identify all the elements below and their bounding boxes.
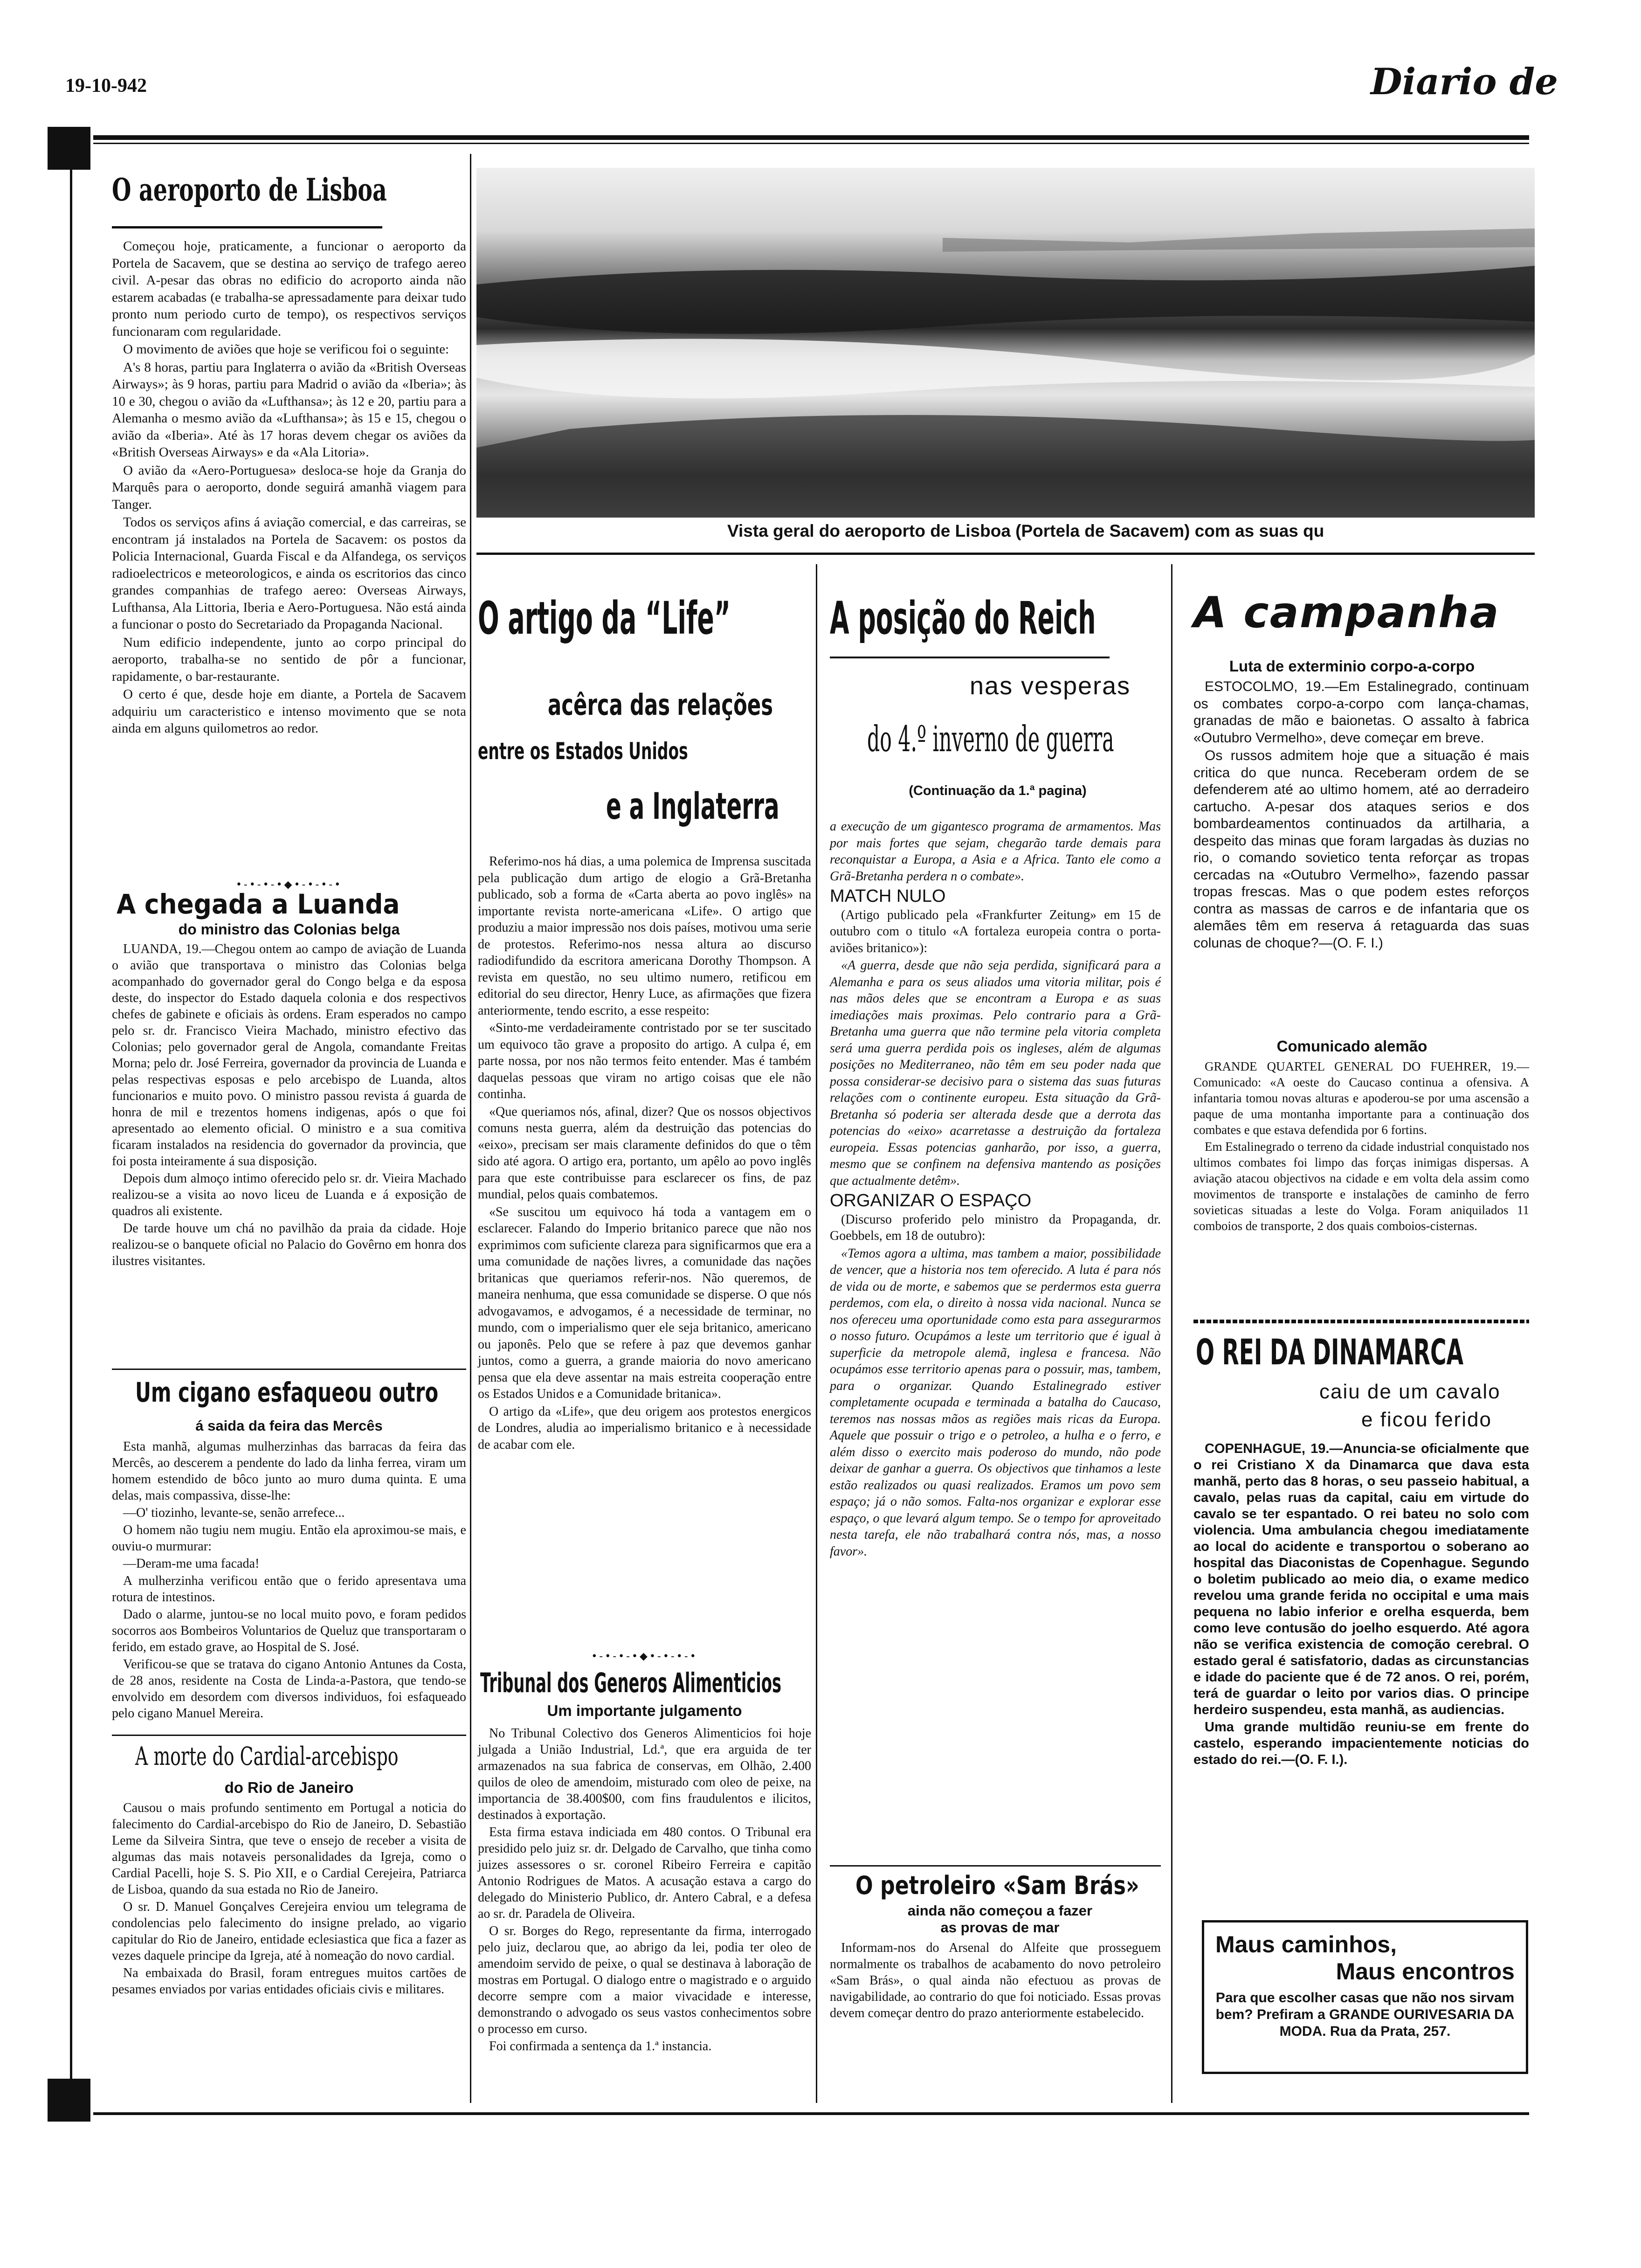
ornament-divider: •-•-•-•◆•-•-•-• — [235, 879, 343, 891]
tribunal-title: Tribunal dos Generos Alimenticios — [480, 1667, 781, 1699]
paragraph: «Se suscitou um equivoco há toda a vantagem em o esclarecer. Falando do Imperio britanico parece que não nos exprimimos com suficiente clareza para significarmos que era a uma comunidade de nações livres, a comunidade das nações britanicas que queriamos referir-nos. Não queremos, de maneira nenhuma, que essa comunidade se disperse. O que nós advogavamos, e advogamos, é a necessidade de terminar, no mundo, com o imperialismo quer ele seja britanico, americano ou japonês. Pelo que se refere à paz que devemos ganhar juntos, como a guerra, a grande maioria do novo americano pensa que ela deve assentar na mais estreita cooperação entre os Estados Unidos e a Comunidade britanica». — [478, 1204, 811, 1401]
campanha-title: A campanha — [1193, 588, 1500, 637]
col-rule-2 — [816, 564, 817, 2103]
rei-deck-1: caiu de um cavalo — [1319, 1380, 1501, 1403]
margin-block-bottom — [48, 2079, 90, 2122]
paragraph: ESTOCOLMO, 19.—Em Estalinegrado, continuam os combates corpo-a-corpo com lança-chamas, granadas de mão e baionetas. O assalto à fabrica «Outubro Vermelho», deve começar em breve. — [1193, 679, 1529, 746]
paragraph: Os russos admitem hoje que a situação é mais critica do que nunca. Receberam ordem de se defenderem até ao ultimo homem, até ao derradeiro cartucho. A-pesar dos ataques serios e dos bombardeamentos continuados da artilharia, a despeito das minas que foram largadas às duzias no rio, o comando sovietico tenta reforçar as tropas cercadas na «Outubro Vermelho», fazendo passar tropas frescas. Mas o que podem estes reforços contra as massas de carros e de infantaria que os alemães têm em reserva á retaguarda das suas colunas de choque?—(O. F. I.) — [1193, 748, 1529, 951]
luanda-body — [112, 941, 466, 1270]
reich-deck-2: do 4.º inverno de guerra — [867, 718, 1114, 760]
paragraph: Esta manhã, algumas mulherzinhas das barracas da feira das Mercês, ao descerem a pendente do lado da linha ferrea, viram um homem estendido de bôco junto ao muro duma quinta. E uma delas, mais compassiva, disse-lhe: — [112, 1439, 466, 1503]
paragraph: LUANDA, 19.—Chegou ontem ao campo de aviação de Luanda o avião que transportava o ministro das Colonias belga acompanhado do governador geral do Congo belga e da esposa deste, do inspector do Estado daquela colonia e dos respectivos chefes de gabinete e oficiais às ordens. Eram esperados no campo pelo sr. dr. Francisco Vieira Machado, ministro efectivo das Colonias; pelo governador geral de Angola, comandante Freitas Morna; pelo dr. José Ferreira, governador da provincia de Luanda e pelas respectivas esposas e pelo arcebispo de Luanda, altos funcionarios e muito povo. O ministro passou revista á guarda de honra de mil e trezentos homens indigenas, após o que foi apresentado ao elemento oficial. O ministro e a sua comitiva ficaram instalados na residencia do governador da provincia, que foi posta inteiramente á sua disposição. — [112, 942, 466, 1169]
divider — [112, 1369, 466, 1370]
petroleiro-body — [830, 1940, 1161, 2022]
rei-body — [1193, 1441, 1529, 1769]
advertisement — [1202, 1920, 1528, 2074]
paragraph: O artigo da «Life», que deu origem aos protestos energicos de Londres, aludia ao imperialismo britanico e à necessidade de acabar com ele. — [478, 1404, 811, 1452]
reich-title: A posição do Reich — [830, 592, 1096, 644]
comunicado-body — [1193, 1058, 1529, 1235]
issue-date: 19-10-942 — [65, 75, 147, 97]
divider-dashed — [1193, 1320, 1529, 1323]
section-heading: ORGANIZAR O ESPAÇO — [830, 1191, 1032, 1210]
photo-caption: Vista geral do aeroporto de Lisboa (Portela de Sacavem) com as suas qu — [727, 521, 1324, 540]
reich-title-underline — [830, 657, 1110, 658]
paragraph: O sr. Borges do Rego, representante da firma, interrogado pelo juiz, declarou que, ao abrigo da lei, podia ter oleo de amendoim servido de peixe, o qual se destinava à laboração de mostras em Portugal. O dialogo entre o magistrado e o arguido decorre sempre com a maior vivacidade e interesse, demonstrando o advogado os seus vastos conhecimentos sobre o processo em curso. — [478, 1924, 811, 2036]
paragraph: —O' tiozinho, levante-se, senão arrefece... — [123, 1506, 345, 1520]
paragraph: Em Estalinegrado o terreno da cidade industrial conquistado nos ultimos combates foi limpo das forças inimigas dispersas. A aviação atacou objectivos na cidade e em volta dela assim como movimentos de transporte e instalações de caminho de ferro sovieticas situadas a leste do Volga. Foram aniquilados 11 comboios de transporte, 2 dos quais comboios-cisternas. — [1193, 1140, 1529, 1233]
reich-body — [830, 818, 1161, 1561]
caption-rule — [476, 553, 1535, 555]
paragraph: (Discurso proferido pelo ministro da Propaganda, dr. Goebbels, em 18 de outubro): — [830, 1212, 1161, 1243]
life-body — [478, 853, 811, 1454]
cigano-title: Um cigano esfaqueou outro — [135, 1376, 439, 1408]
ad-title-1: Maus caminhos, — [1215, 1931, 1397, 1957]
tribunal-subtitle: Um importante julgamento — [547, 1702, 742, 1719]
aeroporto-body — [112, 238, 466, 738]
col-rule-3 — [1171, 564, 1172, 2103]
paragraph: Na embaixada do Brasil, foram entregues muitos cartões de pesames enviados por varias entidades oficiais civis e militares. — [112, 1966, 466, 1997]
paragraph: O movimento de aviões que hoje se verificou foi o seguinte: — [123, 342, 449, 357]
paragraph: Causou o mais profundo sentimento em Portugal a noticia do falecimento do Cardial-arcebispo do Rio de Janeiro, D. Sebastião Leme da Silveira Sintra, que teve o ensejo de receber a visita de algumas das mais notaveis personalidades da Igreja, como o Cardial Pacelli, hoje S. S. Pio XII, e o Cardial Cerejeira, Patriarca de Lisboa, quando da sua estada no Rio de Janeiro. — [112, 1801, 466, 1897]
cardial-title: A morte do Cardial-arcebispo — [135, 1742, 399, 1771]
paragraph: a execução de um gigantesco programa de armamentos. Mas por mais fortes que sejam, chegarão tarde demais para reconquistar a Europa, a Asia e a Africa. Tanto ele como a Grã-Bretanha perdera n o combate». — [830, 819, 1161, 884]
col-rule-1 — [470, 154, 471, 2103]
paragraph: Informam-nos do Arsenal do Alfeite que prosseguem normalmente os trabalhos de acabamento do novo petroleiro «Sam Brás», o qual ainda não efectuou as provas de navigabilidade, ao contrario do que foi noticiado. Essas provas devem começar dentro do prazo anteriormente estabelecido. — [830, 1941, 1161, 2020]
rei-title: O REI DA DINAMARCA — [1196, 1331, 1464, 1373]
tribunal-body — [478, 1725, 811, 2055]
divider — [112, 1735, 466, 1736]
ad-title-2: Maus encontros — [1336, 1958, 1515, 1984]
paragraph: O avião da «Aero-Portuguesa» desloca-se hoje da Granja do Marquês para o aeroporto, donde seguirá amanhã viagem para Tanger. — [112, 463, 466, 512]
petroleiro-title: O petroleiro «Sam Brás» — [855, 1871, 1139, 1900]
paragraph: O sr. D. Manuel Gonçalves Cerejeira enviou um telegrama de condolencias pelo falecimento do insigne prelado, ao vigario capitular do Rio de Janeiro, entidade eclesiastica que fica a fazer as vezes daquele principe da Igreja, até à nomeação do novo cardial. — [112, 1900, 466, 1963]
reich-deck-1: nas vesperas — [970, 672, 1131, 700]
life-title: O artigo da “Life” — [478, 592, 731, 644]
paragraph: Num edificio independente, junto ao corpo principal do aeroporto, trabalha-se no sentido de pôr a funcionar, rapidamente, o bar-restaurante. — [112, 635, 466, 684]
paragraph: COPENHAGUE, 19.—Anuncia-se oficialmente que o rei Cristiano X da Dinamarca que dava esta manhã, perto das 8 horas, o seu passeio habitual, a cavalo, pelas ruas da capital, caiu em virtude do cavalo se ter espantado. O rei bateu no solo com violencia. Uma ambulancia chegou imediatamente ao local do acidente e transportou o soberano ao hospital das Diaconistas de Copenhague. Segundo o boletim publicado ao meio dia, o exame medico revelou uma grande ferida no occipital e uma mais pequena no labio inferior e orelha esquerda, bem como leve contusão do joelho esquerdo. Até agora não se verifica existencia de comoção cerebral. O estado geral é satisfatorio, dadas as circunstancias e idade do paciente que é de 72 anos. O rei, porém, terá de guardar o leito por varios dias. O principe herdeiro suspendeu, esta manhã, as audiencias. — [1193, 1441, 1529, 1717]
ad-text: Para que escolher casas que não nos sirvam bem? Prefiram a GRANDE OURIVESARIA DA MODA. Rua da Prata, 257. — [1215, 1990, 1515, 2039]
paragraph: Todos os serviços afins á aviação comercial, e das carreiras, se encontram já instalados na Portela de Sacavem: os postos da Policia Internacional, Guarda Fiscal e da Alfandega, os serviços radioelectricos e meteorologicos, e ainda os escritorios das cinco grandes companhias de trafego aereo: Overseas Airways, Lufthansa, Ala Littoria, Iberia e Aero-Portuguesa. Não está ainda a funcionar o posto do Secretariado da Propaganda Nacional. — [112, 515, 466, 632]
divider — [830, 1865, 1161, 1867]
masthead: Diario de — [1371, 61, 1558, 103]
life-deck-1: acêrca das relações — [548, 688, 773, 722]
paragraph: Depois dum almoço intimo oferecido pelo sr. dr. Vieira Machado realizou-se a visita ao novo liceu de Luanda e á exposição de quadros ali existente. — [112, 1171, 466, 1218]
top-rule-thin — [93, 143, 1529, 144]
photo-shapes — [476, 168, 1535, 518]
paragraph: «Que queriamos nós, afinal, dizer? Que os nossos objectivos comuns nesta guerra, além da destruição das potencias do «eixo», precisam ser mais claramente definidos do que o têm sido até agora. O artigo era, portanto, um apêlo ao povo inglês para que este contribuisse para esclarecer os fins, de paz mundial, pelos quais combatemos. — [478, 1104, 811, 1202]
aeroporto-title: O aeroporto de Lisboa — [112, 172, 387, 208]
paragraph: Referimo-nos há dias, a uma polemica de Imprensa suscitada pela publicação dum artigo de elogio a Grã-Bretanha publicado, sob a forma de «Carta aberta ao povo inglês» na importante revista norte-americana «Life». O artigo que produziu a maior impressão nos dois países, motivou uma serie de protestos. Referimo-nos nessa altura ao discurso radiodifundido da escritora americana Dorothy Thompson. A revista em questão, no seu ultimo numero, retificou em editorial do seu director, Henry Luce, as afirmações que fizera anteriormente, tendo escrito, a esse respeito: — [478, 854, 811, 1018]
paragraph: «Temos agora a ultima, mas tambem a maior, possibilidade de vencer, que a historia nos tem oferecido. A luta é para nós de vida ou de morte, e sabemos que se perdermos esta guerra perdemos, com ela, o direito à nossa vida nacional. Nunca se nos ofereceu uma oportunidade como esta para assegurarmos o nosso futuro. Ocupámos a leste um territorio que é igual à superficie da metropole alemã, inglesa e francesa. Não ocupámos esse territorio apenas para o possuir, mas, tambem, para o organizar. Quando Estalinegrado estiver completamente ocupada e terminada a batalha do Caucaso, teremos nas nossas mãos as regiões mais ricas da Europa. Aquele que possuir o trigo e o petroleo, a hulha e o ferro, e além disso o exercito mais poderoso do mundo, não pode deixar de ganhar a guerra. Os objectivos que tinhamos a leste estão realizados ou quasi realizados. Eramos um povo sem espaço; já o não somos. Falta-nos organizar e explorar esse espaço, o que levará algum tempo. Se o tempo for aproveitado nesta tarefa, ele não trabalhará contra nós, mas, a nosso favor». — [830, 1246, 1161, 1559]
campanha-body — [1193, 678, 1529, 953]
aeroporto-title-underline — [112, 226, 382, 228]
section-heading: MATCH NULO — [830, 886, 946, 906]
reich-continuation: (Continuação da 1.ª pagina) — [909, 783, 1087, 798]
paragraph: De tarde houve um chá no pavilhão da praia da cidade. Hoje realizou-se o banquete oficial no Palacio do Govêrno em honra dos ilustres visitantes. — [112, 1221, 466, 1268]
paragraph: GRANDE QUARTEL GENERAL DO FUEHRER, 19.—Comunicado: «A oeste do Caucaso continua a ofensiva. A infantaria tomou novas alturas e apoderou-se por uma ascensão a paque de uma montanha importante para a continuação dos combates e que estava defendida por 6 fortins. — [1193, 1059, 1529, 1137]
paragraph: Esta firma estava indiciada em 480 contos. O Tribunal era presidido pelo juiz sr. dr. Delgado de Carvalho, que tinha como juizes assessores o sr. coronel Ribeiro Ferreira e capitão Antonio Rodrigues de Matos. A acusação estava a cargo do delegado do Ministerio Publico, dr. Antero Cabral, e a defesa ao sr. dr. Paradela de Oliveira. — [478, 1825, 811, 1921]
campanha-subtitle: Luta de exterminio corpo-a-corpo — [1229, 657, 1475, 675]
rei-deck-2: e ficou ferido — [1361, 1408, 1492, 1431]
margin-line — [70, 170, 72, 2081]
petroleiro-subtitle: ainda não começou a fazer as provas de mar — [907, 1902, 1093, 1936]
paragraph: «Sinto-me verdadeiramente contristado por se ter suscitado um equivoco tão grave a proposito do artigo. A culpa é, em parte nossa, por nos não termos feito entender. Mas é também daquelas pessoas que viram no artigo coisas que ele não continha. — [478, 1021, 811, 1101]
paragraph: —Deram-me uma facada! — [123, 1556, 260, 1571]
paragraph: Verificou-se que se tratava do cigano Antonio Antunes da Costa, de 28 anos, residente na Costa de Linda-a-Pastora, que tendo-se envolvido em desordem com diversos individuos, foi esfaqueado pelo cigano Manuel Mereira. — [112, 1657, 466, 1721]
ornament-divider: •-•-•-•◆•-•-•-• — [591, 1651, 698, 1662]
margin-block-top — [48, 127, 90, 170]
paragraph: Dado o alarme, juntou-se no local muito povo, e foram pedidos socorros aos Bombeiros Voluntarios de Queluz que transportaram o ferido, em estado grave, ao Hospital de S. José. — [112, 1607, 466, 1654]
cigano-subtitle: á saida da feira das Mercês — [195, 1418, 383, 1434]
paragraph: No Tribunal Colectivo dos Generos Alimenticios foi hoje julgada a União Industrial, Ld.ª, que era arguida de ter armazenados na sua fabrica de conservas, em Olhão, 2.400 quilos de oleo de amendoim, misturado com oleo de peixe, na importancia de 38.400$00, com fins fraudulentos e ilicitos, destinados à exportação. — [478, 1726, 811, 1822]
luanda-subtitle: do ministro das Colonias belga — [178, 921, 400, 938]
cardial-body — [112, 1800, 466, 1998]
paragraph: A's 8 horas, partiu para Inglaterra o avião da «British Overseas Airways»; às 9 horas, partiu para Madrid o avião da «Iberia»; às 10 e 30, chegou o avião da «Lufthansa»; às 12 e 20, partiu para a Alemanha o mesmo avião da «Lufthansa»; às 15 e 15, chegou o avião da «Iberia». Até às 17 horas devem chegar os aviões da «British Overseas Airways» e da «Ala Litoria». — [112, 360, 466, 460]
airport-photo — [476, 168, 1535, 518]
paragraph: Foi confirmada a sentença da 1.ª instancia. — [489, 2039, 712, 2054]
top-rule-thick — [93, 135, 1529, 140]
cardial-subtitle: do Rio de Janeiro — [224, 1779, 354, 1796]
life-deck-3: e a Inglaterra — [606, 786, 779, 828]
paragraph: (Artigo publicado pela «Frankfurter Zeitung» em 15 de outubro com o titulo «A fortaleza europeia contra o porta-aviões britanico»): — [830, 907, 1161, 955]
paragraph: A mulherzinha verificou então que o ferido apresentava uma rotura de intestinos. — [112, 1574, 466, 1604]
paragraph: O homem não tugiu nem mugiu. Então ela aproximou-se mais, e ouviu-o murmurar: — [112, 1523, 466, 1554]
cigano-body — [112, 1438, 466, 1722]
paragraph: «A guerra, desde que não seja perdida, significará para a Alemanha e para os seus aliados uma vitoria militar, pois é nas mãos deles que se encontram a Europa e as suas imediações mais proximas. Pelo contrario para a Grã-Bretanha uma guerra que não termine pela vitoria completa será uma guerra perdida pois os ingleses, além de algumas posições no Mediterraneo, não têm em seu poder nada que possa considerar-se decisivo para o sistema das suas futuras relações com o continente europeu. Esta situação da Grã-Bretanha só poderia ser alterada desde que a derrota das potencias do «eixo» acarretasse a destruição da fortaleza europeia. Essas potencias ganharão, por isso, a guerra, mesmo que se confinem na defensiva mantendo as posições que actualmente detêm». — [830, 958, 1161, 1188]
bottom-rule — [93, 2112, 1529, 2115]
paragraph: O certo é que, desde hoje em diante, a Portela de Sacavem adquiriu um caracteristico e intenso movimento que se nota ainda em alguns quilometros ao redor. — [112, 687, 466, 736]
comunicado-heading: Comunicado alemão — [1276, 1037, 1427, 1055]
paragraph: Uma grande multidão reuniu-se em frente do castelo, esperando impacientemente noticias do estado do rei.—(O. F. I.). — [1193, 1720, 1529, 1767]
paragraph: Começou hoje, praticamente, a funcionar o aeroporto da Portela de Sacavem, que se destina ao serviço de trafego aereo civil. A-pesar das obras no edificio do acroporto ainda não estarem acabadas (e trabalha-se apressadamente para deixar tudo pronto num periodo curto de tempo), os respectivos serviços funcionaram com regularidade. — [112, 239, 466, 339]
life-deck-2: entre os Estados Unidos — [478, 738, 688, 765]
luanda-title: A chegada a Luanda — [117, 888, 400, 920]
